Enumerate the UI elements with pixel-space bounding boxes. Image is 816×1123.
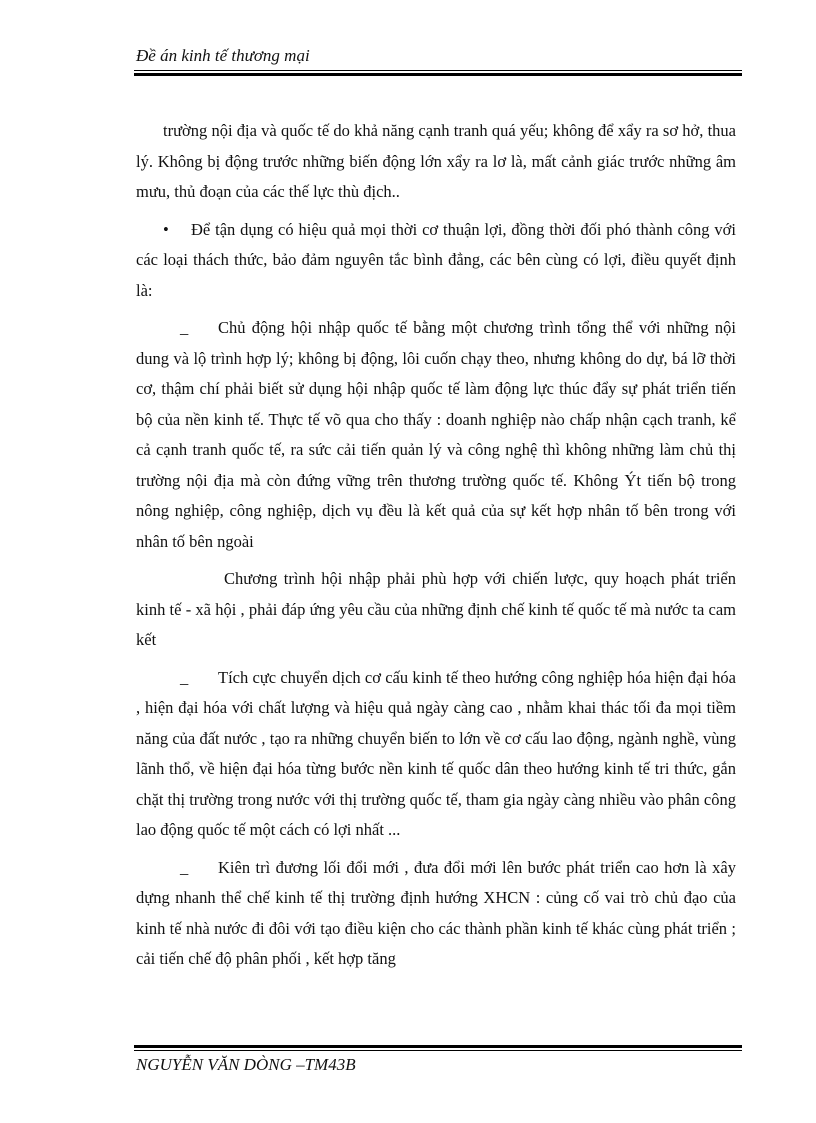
dash-paragraph-1: _ Chủ động hội nhập quốc tế bằng một chương trình tổng thể với những nội dung và lộ trình hợp lý; không bị động, lôi cuốn chạy theo, nhưng không do dự, bá lỡ thời cơ, thậm chí phải biết sử dụng hội nhập quốc tế làm động lực thúc đẩy sự phát triển tiến bộ của nền kinh tế. Thực tế võ qua cho thấy : doanh nghiệp nào chấp nhận cạch tranh, kể cả cạnh tranh quốc tế, ra sức cải tiến quản lý và công nghệ thì không những làm chủ thị trường nội địa mà còn đứng vững trên thương trường quốc tế. Không Ýt tiến bộ trong nông nghiệp, công nghiệp, dịch vụ đều là kết quả của sự kết hợp nhân tố bên trong với nhân tố bên ngoài [136, 313, 736, 557]
document-body [136, 116, 736, 982]
indented-paragraph: Chương trình hội nhập phải phù hợp với chiến lược, quy hoạch phát triển kinh tế - xã hội , phải đáp ứng yêu cầu của những định chế kinh tế quốc tế mà nước ta cam kết [136, 569, 736, 649]
dash-paragraph-3: _ Kiên trì đương lối đổi mới , đưa đổi mới lên bước phát triển cao hơn là xây dựng nhanh thể chế kinh tế thị trường định hướng XHCN : củng cố vai trò chủ đạo của kinh tế nhà nước đi đôi với tạo điều kiện cho các thành phần kinh tế khác cùng phát triển ; cải tiến chế độ phân phối , kết hợp tăng [136, 853, 736, 975]
header-rule-thin [134, 70, 742, 71]
footer-rule-thick [134, 1045, 742, 1048]
dash-marker: _ [180, 318, 189, 337]
dash-marker: _ [180, 857, 189, 877]
header-rule-thick [134, 73, 742, 76]
bullet-marker: • [163, 219, 169, 239]
footer-rule-thin [134, 1050, 742, 1051]
dash-paragraph-2: _ Tích cực chuyển dịch cơ cấu kinh tế theo hướng công nghiệp hóa hiện đại hóa , hiện đại hóa với chất lượng và hiệu quả ngày càng cao , nhằm khai thác tối đa mọi tiềm năng của đất nước , tạo ra những chuyển biến to lớn về cơ cấu lao động, ngành nghề, vùng lãnh thổ, về hiện đại hóa từng bước nền kinh tế quốc dân theo hướng kinh tế tri thức, gắn chặt thị trường trong nước với thị trường quốc tế, tham gia ngày càng nhiều vào phân công lao động quốc tế một cách có lợi nhất ... [136, 663, 736, 846]
dash-marker: _ [180, 667, 189, 687]
header-title: Đề án kinh tế thương mại [136, 46, 310, 65]
bullet-paragraph: • Để tận dụng có hiệu quả mọi thời cơ thuận lợi, đồng thời đối phó thành công với các loại thách thức, bảo đảm nguyên tắc bình đẳng, các bên cùng có lợi, điều quyết định là: [136, 215, 736, 307]
footer-author: NGUYỄN VĂN DÒNG –TM43B [136, 1055, 356, 1074]
paragraph-continuation: trường nội địa và quốc tế do khả năng cạnh tranh quá yếu; không để xẩy ra sơ hở, thua lý. Không bị động trước những biến động lớn xẩy ra lơ là, mất cảnh giác trước những âm mưu, thủ đoạn của các thế lực thù địch.. [136, 121, 736, 201]
